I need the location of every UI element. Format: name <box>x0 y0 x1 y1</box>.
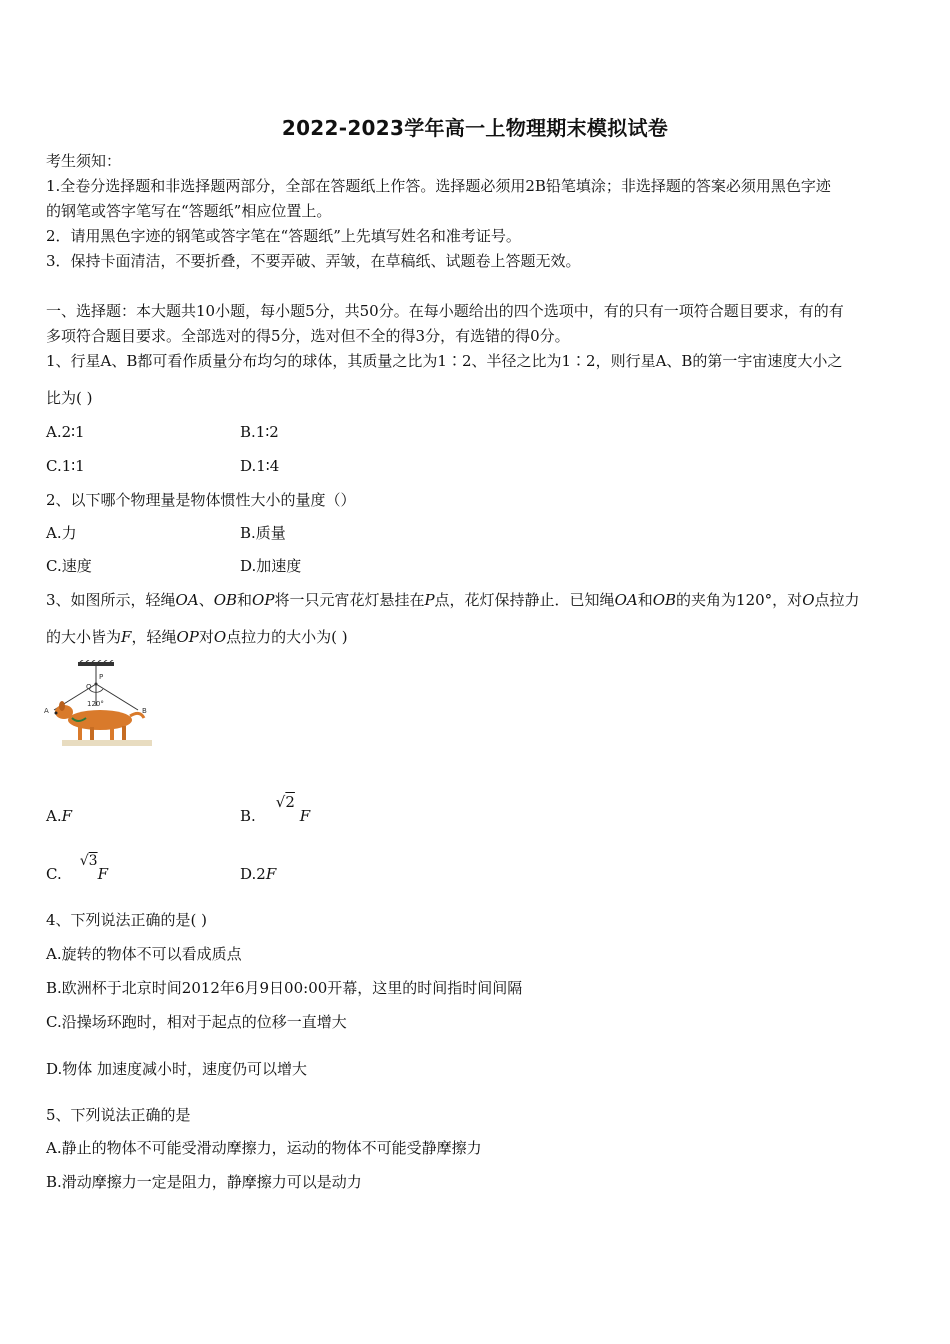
sqrt-2: √2 <box>275 793 295 811</box>
q2-option-d: D.加速度 <box>240 557 302 575</box>
notice-heading: 考生须知： <box>46 152 122 170</box>
q2-option-b: B.质量 <box>240 524 286 542</box>
notice-item-1-cont: 的钢笔或答字笔写在“答题纸”相应位置上。 <box>46 202 332 220</box>
exam-title: 2022-2023学年高一上物理期末模拟试卷 <box>281 116 669 140</box>
q2-option-a: A.力 <box>46 524 77 542</box>
q2-option-c: C.速度 <box>46 557 92 575</box>
q1-option-b: B.1∶2 <box>240 423 279 441</box>
section-instructions-2: 多项符合题目要求。全部选对的得5分，选对但不全的得3分，有选错的得0分。 <box>46 327 570 345</box>
q4-option-b: B.欧洲杯于北京时间2012年6月9日00:00开幕，这里的时间指时间间隔 <box>46 979 523 997</box>
q4-option-d: D.物体 加速度减小时，速度仍可以增大 <box>46 1060 308 1078</box>
q3-option-d: D.2F <box>240 865 277 883</box>
q3-option-a: A.F <box>46 807 73 825</box>
q2-stem: 2、以下哪个物理量是物体惯性大小的量度（） <box>46 491 356 509</box>
q3-option-b: B.√2 F <box>240 793 311 825</box>
q4-option-a: A.旋转的物体不可以看成质点 <box>46 945 242 963</box>
q1-option-a: A.2∶1 <box>46 423 85 441</box>
fig-label-b: B <box>142 707 147 715</box>
q4-option-c: C.沿操场环跑时，相对于起点的位移一直增大 <box>46 1013 347 1031</box>
notice-item-3: 3．保持卡面清洁，不要折叠，不要弄破、弄皱，在草稿纸、试题卷上答题无效。 <box>46 252 581 270</box>
q1-stem-line1: 1、行星A、B都可看作质量分布均匀的球体，其质量之比为1∶2、半径之比为1∶2，则行星A、B的第一宇宙速度大小之 <box>46 352 843 370</box>
notice-item-1: 1.全卷分选择题和非选择题两部分，全部在答题纸上作答。选择题必须用2B铅笔填涂；非选择题的答案必须用黑色字迹 <box>46 177 831 195</box>
q1-option-d: D.1∶4 <box>240 457 280 475</box>
fig-label-angle: 120° <box>87 700 104 708</box>
fig-label-a: A <box>44 707 49 715</box>
lantern-figure <box>42 660 154 750</box>
q1-option-c: C.1∶1 <box>46 457 85 475</box>
notice-item-2: 2．请用黑色字迹的钢笔或答字笔在“答题纸”上先填写姓名和准考证号。 <box>46 227 521 245</box>
q5-option-a: A.静止的物体不可能受滑动摩擦力，运动的物体不可能受静摩擦力 <box>46 1139 482 1157</box>
q1-stem-line2: 比为( ) <box>46 389 93 407</box>
q4-stem: 4、下列说法正确的是( ) <box>46 911 208 929</box>
q5-stem: 5、下列说法正确的是 <box>46 1106 191 1124</box>
q3-stem-line2: 的大小皆为F，轻绳OP对O点拉力的大小为( ) <box>46 628 348 646</box>
section-instructions-1: 一、选择题：本大题共10小题，每小题5分，共50分。在每小题给出的四个选项中，有的只有一项符合题目要求，有的有 <box>46 302 844 320</box>
fig-label-o: O <box>86 683 92 691</box>
sqrt-3: √3 <box>79 853 98 869</box>
fig-label-p: P <box>99 673 104 681</box>
q3-option-c: C.√3F <box>46 853 108 883</box>
q3-stem-line1: 3、如图所示，轻绳OA、OB和OP将一只元宵花灯悬挂在P点，花灯保持静止．已知绳OA和OB的夹角为120°，对O点拉力 <box>46 591 860 609</box>
q5-option-b: B.滑动摩擦力一定是阻力，静摩擦力可以是动力 <box>46 1173 362 1191</box>
